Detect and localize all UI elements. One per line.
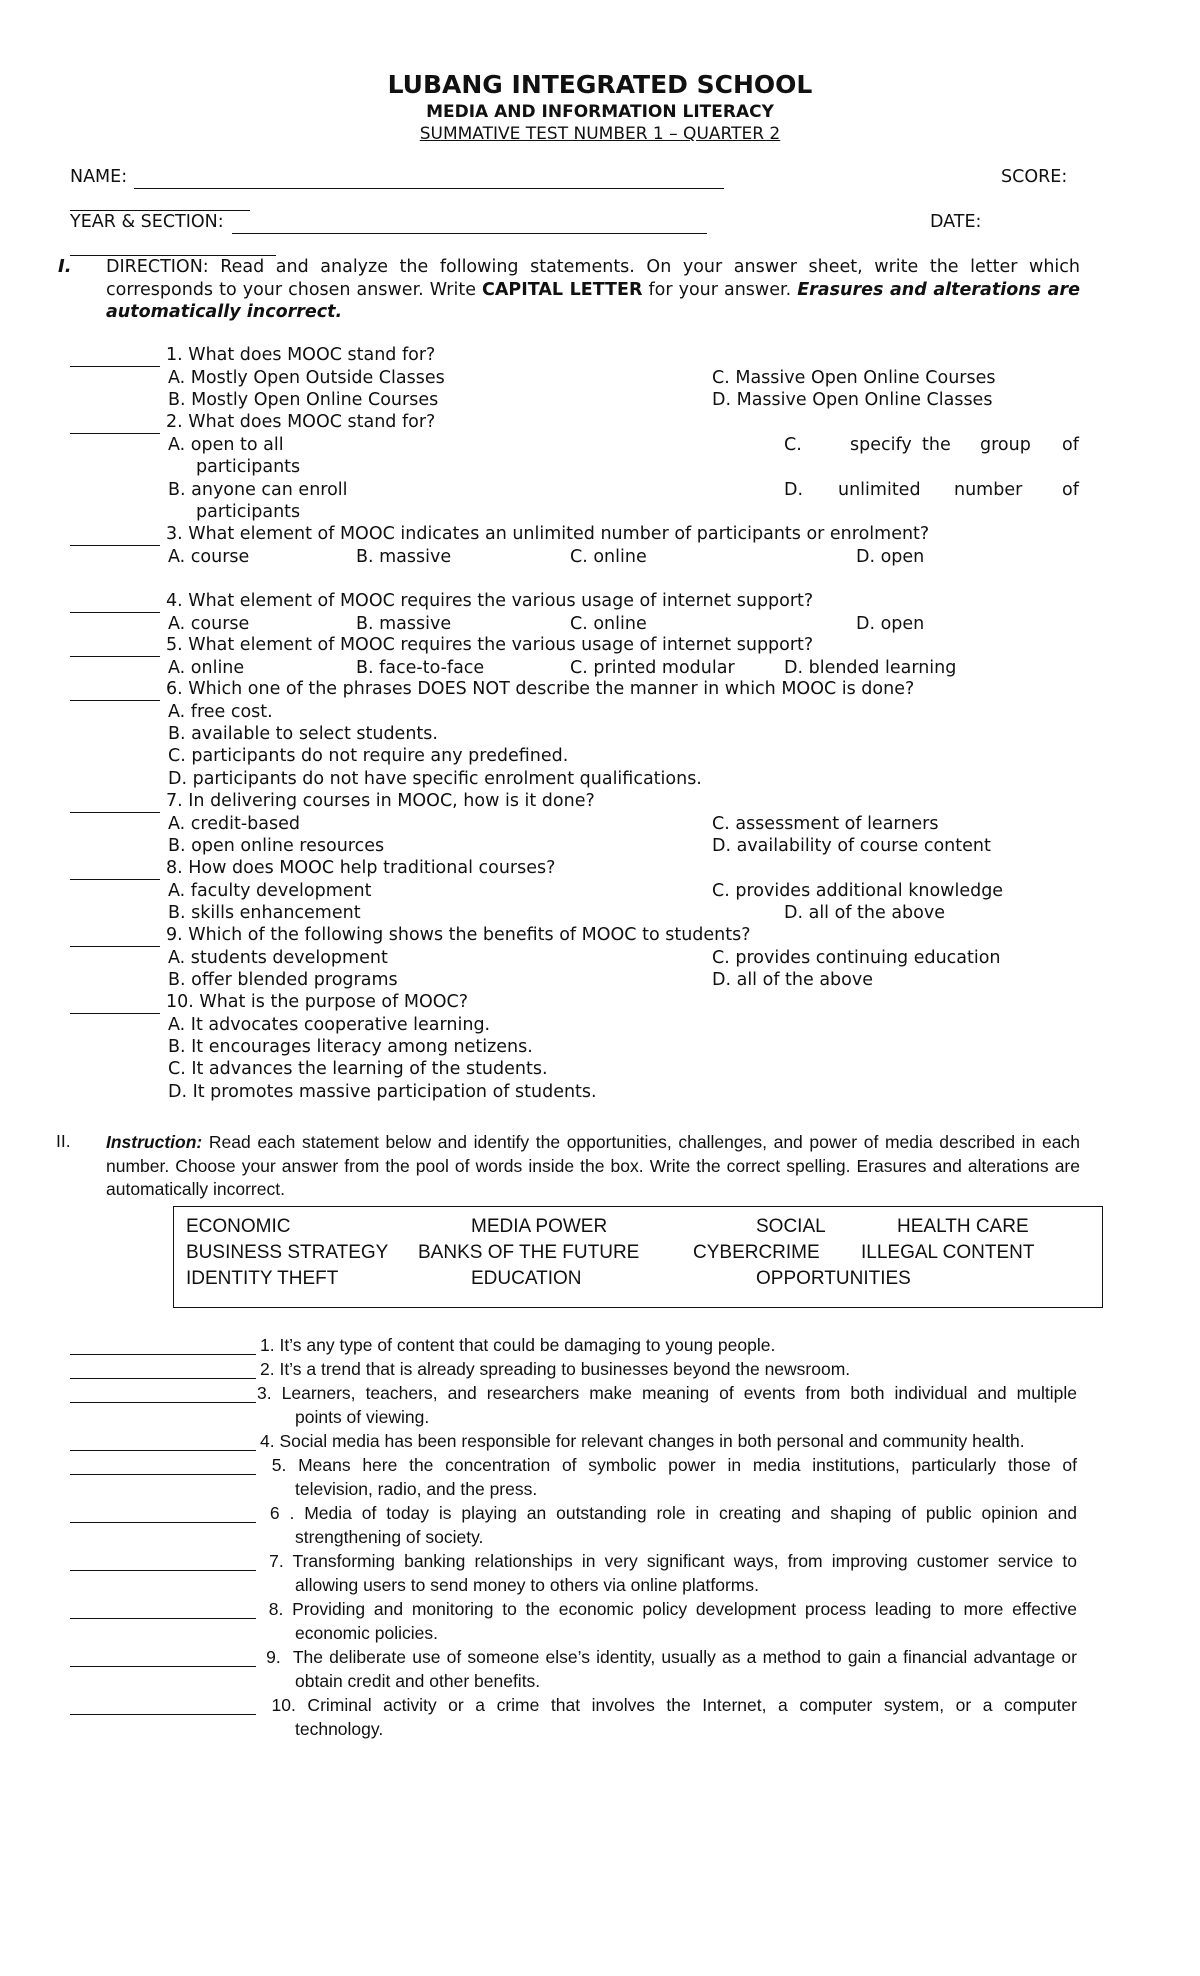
q2-option-a: A. open to all [168, 435, 284, 455]
question-2: 2. What does MOOC stand for? [166, 412, 436, 432]
item-9: 9. The deliberate use of someone else’s identity, usually as a method to gain a financial advantage or [260, 1647, 1077, 1667]
question-1: 1. What does MOOC stand for? [166, 345, 436, 365]
q10-option-d: D. It promotes massive participation of students. [168, 1082, 597, 1102]
item-4: 4. Social media has been responsible for relevant changes in both personal and community health. [260, 1431, 1025, 1451]
q2-option-b: B. anyone can enroll [168, 480, 348, 500]
q10-option-a: A. It advocates cooperative learning. [168, 1015, 491, 1035]
q4-option-a: A. course [168, 614, 250, 634]
instruction-text: Read each statement below and identify the opportunities, challenges, and power of media described in each number. Choose your answer from the pool of words inside the box. Write the correct spelling. Erasures and alterations are automatically incorrect. [106, 1132, 1080, 1199]
question-4: 4. What element of MOOC requires the various usage of internet support? [166, 591, 814, 611]
part2-instruction [106, 1131, 1080, 1202]
q5-option-b: B. face-to-face [356, 658, 485, 678]
item-9-cont: obtain credit and other benefits. [295, 1671, 541, 1691]
item-8-cont: economic policies. [295, 1623, 438, 1643]
q4-option-b: B. massive [356, 614, 452, 634]
answer-blank-item10[interactable] [70, 1714, 256, 1715]
date-label: DATE: [930, 212, 982, 232]
answer-blank-q7[interactable] [70, 812, 160, 813]
part1-numeral: I. [58, 256, 72, 277]
item-2: 2. It’s a trend that is already spreading to businesses beyond the newsroom. [260, 1359, 851, 1379]
q2-option-c-word: specify [850, 435, 912, 455]
q2-option-d-letter: D. [784, 480, 804, 500]
q2-option-d-word: of [1062, 480, 1079, 500]
answer-blank-item2[interactable] [70, 1378, 256, 1379]
item-3-cont: points of viewing. [295, 1407, 430, 1427]
q10-option-c: C. It advances the learning of the students. [168, 1059, 548, 1079]
q6-option-d: D. participants do not have specific enrolment qualifications. [168, 769, 702, 789]
q8-option-c: C. provides additional knowledge [712, 881, 1004, 901]
answer-blank-q6[interactable] [70, 700, 160, 701]
word-banks-of-the-future: BANKS OF THE FUTURE [418, 1242, 640, 1263]
q7-option-d: D. availability of course content [712, 836, 991, 856]
answer-blank-item3[interactable] [70, 1402, 256, 1403]
item-7: 7. Transforming banking relationships in very significant ways, from improving customer service to [260, 1551, 1077, 1571]
word-media-power: MEDIA POWER [471, 1216, 608, 1237]
q1-option-d: D. Massive Open Online Classes [712, 390, 993, 410]
answer-blank-q3[interactable] [70, 545, 160, 546]
q7-option-b: B. open online resources [168, 836, 385, 856]
q10-option-b: B. It encourages literacy among netizens. [168, 1037, 533, 1057]
q4-option-d: D. open [856, 614, 925, 634]
q6-option-a: A. free cost. [168, 702, 273, 722]
item-10-cont: technology. [295, 1719, 384, 1739]
q3-option-a: A. course [168, 547, 250, 567]
item-7-cont: allowing users to send money to others via online platforms. [295, 1575, 759, 1595]
q8-option-b: B. skills enhancement [168, 903, 361, 923]
q5-option-d: D. blended learning [784, 658, 957, 678]
q5-option-a: A. online [168, 658, 245, 678]
year-section-field[interactable] [232, 233, 707, 234]
q9-option-b: B. offer blended programs [168, 970, 398, 990]
direction-warning: Erasures and alterations are automatically incorrect. [106, 279, 1080, 322]
q5-option-c: C. printed modular [570, 658, 735, 678]
answer-blank-q1[interactable] [70, 366, 160, 367]
answer-blank-item8[interactable] [70, 1618, 256, 1619]
question-6: 6. Which one of the phrases DOES NOT describe the manner in which MOOC is done? [166, 679, 915, 699]
question-8: 8. How does MOOC help traditional courses? [166, 858, 556, 878]
question-9: 9. Which of the following shows the benefits of MOOC to students? [166, 925, 751, 945]
q2-option-c-word: of [1062, 435, 1079, 455]
answer-blank-item7[interactable] [70, 1570, 256, 1571]
word-illegal-content: ILLEGAL CONTENT [861, 1242, 1035, 1263]
score-field[interactable] [70, 210, 250, 211]
direction-text: DIRECTION: Read and analyze the following statements. On your answer sheet, write the letter which corresponds to your chosen answer. Write [106, 257, 1080, 300]
item-1: 1. It’s any type of content that could be damaging to young people. [260, 1335, 776, 1355]
word-health-care: HEALTH CARE [897, 1216, 1029, 1237]
q1-option-a: A. Mostly Open Outside Classes [168, 368, 445, 388]
direction-bold: CAPITAL LETTER [482, 279, 643, 300]
answer-blank-item5[interactable] [70, 1474, 256, 1475]
word-identity-theft: IDENTITY THEFT [186, 1268, 339, 1289]
q3-option-b: B. massive [356, 547, 452, 567]
subject-title: MEDIA AND INFORMATION LITERACY [426, 102, 774, 122]
word-education: EDUCATION [471, 1268, 582, 1289]
year-section-label: YEAR & SECTION: [70, 212, 224, 232]
word-opportunities: OPPORTUNITIES [756, 1268, 911, 1289]
q2-option-c-word: group [980, 435, 1031, 455]
q7-option-c: C. assessment of learners [712, 814, 939, 834]
answer-blank-q9[interactable] [70, 946, 160, 947]
item-3: 3. Learners, teachers, and researchers make meaning of events from both individual and multiple [257, 1383, 1077, 1403]
q3-option-d: D. open [856, 547, 925, 567]
answer-blank-item1[interactable] [70, 1354, 256, 1355]
q8-option-a: A. faculty development [168, 881, 372, 901]
q1-option-c: C. Massive Open Online Courses [712, 368, 996, 388]
q2-option-b-cont: participants [196, 502, 301, 522]
q8-option-d: D. all of the above [784, 903, 945, 923]
q2-option-c-letter: C. [784, 435, 802, 455]
q6-option-c: C. participants do not require any predefined. [168, 746, 569, 766]
item-6-cont: strengthening of society. [295, 1527, 484, 1547]
answer-blank-q2[interactable] [70, 433, 160, 434]
q4-option-c: C. online [570, 614, 647, 634]
item-5-cont: television, radio, and the press. [295, 1479, 538, 1499]
answer-blank-item9[interactable] [70, 1666, 256, 1667]
answer-blank-q5[interactable] [70, 656, 160, 657]
q9-option-d: D. all of the above [712, 970, 873, 990]
q6-option-b: B. available to select students. [168, 724, 438, 744]
q2-option-d-word: number [954, 480, 1023, 500]
school-title: LUBANG INTEGRATED SCHOOL [387, 70, 813, 99]
item-10: 10. Criminal activity or a crime that involves the Internet, a computer system, or a computer [260, 1695, 1077, 1715]
item-5: 5. Means here the concentration of symbolic power in media institutions, particularly those of [260, 1455, 1077, 1475]
test-title: SUMMATIVE TEST NUMBER 1 – QUARTER 2 [419, 124, 781, 144]
word-business-strategy: BUSINESS STRATEGY [186, 1242, 389, 1263]
word-cybercrime: CYBERCRIME [693, 1242, 820, 1263]
question-3: 3. What element of MOOC indicates an unlimited number of participants or enrolment? [166, 524, 930, 544]
item-6: 6 . Media of today is playing an outstanding role in creating and shaping of public opinion and [260, 1503, 1077, 1523]
answer-blank-item4[interactable] [70, 1450, 256, 1451]
q2-option-d-word: unlimited [838, 480, 921, 500]
part2-numeral: II. [56, 1131, 71, 1151]
question-5: 5. What element of MOOC requires the various usage of internet support? [166, 635, 814, 655]
direction-text-2: for your answer. [642, 279, 798, 300]
answer-blank-q10[interactable] [70, 1013, 160, 1014]
q2-option-a-cont: participants [196, 457, 301, 477]
answer-blank-item6[interactable] [70, 1522, 256, 1523]
q3-option-c: C. online [570, 547, 647, 567]
word-economic: ECONOMIC [186, 1216, 291, 1237]
q7-option-a: A. credit-based [168, 814, 300, 834]
name-label: NAME: [70, 167, 128, 187]
score-label: SCORE: [1001, 167, 1068, 187]
instruction-label: Instruction: [106, 1132, 203, 1152]
question-7: 7. In delivering courses in MOOC, how is it done? [166, 791, 595, 811]
q1-option-b: B. Mostly Open Online Courses [168, 390, 439, 410]
part1-direction [106, 256, 1080, 324]
question-10: 10. What is the purpose of MOOC? [166, 992, 469, 1012]
q9-option-c: C. provides continuing education [712, 948, 1001, 968]
q2-option-c-word: the [922, 435, 951, 455]
answer-blank-q8[interactable] [70, 879, 160, 880]
item-8: 8. Providing and monitoring to the economic policy development process leading to more effective [260, 1599, 1077, 1619]
name-field[interactable] [134, 188, 724, 189]
answer-blank-q4[interactable] [70, 612, 160, 613]
word-social: SOCIAL [756, 1216, 826, 1237]
q9-option-a: A. students development [168, 948, 388, 968]
